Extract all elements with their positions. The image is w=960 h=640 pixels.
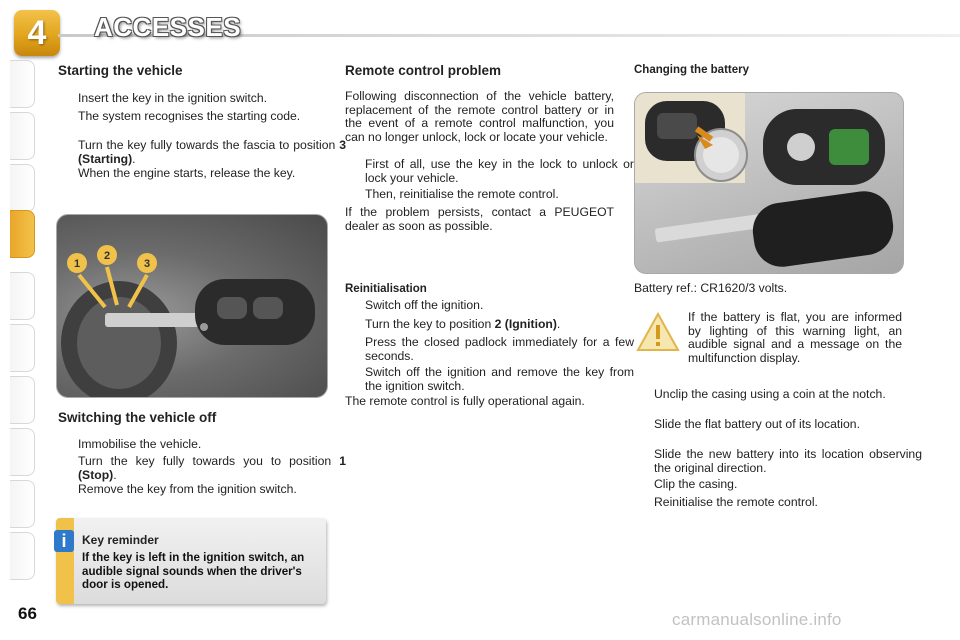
starting-title: Starting the vehicle xyxy=(58,63,183,78)
chapter-tab-5[interactable] xyxy=(10,272,35,320)
reinit-bullet-4: Switch off the ignition and remove the key from the ignition switch. xyxy=(365,365,634,393)
watermark: carmanualsonline.info xyxy=(672,610,842,629)
switching-off-bullet-2: Turn the key fully towards you to position 1 (Stop). xyxy=(78,454,346,482)
battery-warning-text: If the battery is flat, you are informed by lighting of this warning light, an audible signal and a message on the multifunction display. xyxy=(688,310,902,365)
chapter-tab-6[interactable] xyxy=(10,324,35,372)
starting-bullet-1: Insert the key in the ignition switch. xyxy=(78,91,268,105)
switching-off-title: Switching the vehicle off xyxy=(58,410,217,425)
switching-off-bullet-3: Remove the key from the ignition switch. xyxy=(78,482,297,496)
remote-problem-bullet-2: Then, reinitialise the remote control. xyxy=(365,187,559,201)
battery-bullet-3: Slide the new battery into its location observing the original direction. xyxy=(654,447,922,475)
chapter-tab-10[interactable] xyxy=(10,532,35,580)
switching-off-bullet-1: Immobilise the vehicle. xyxy=(78,437,202,451)
remote-problem-intro: Following disconnection of the vehicle battery, replacement of the remote control battery or in the event of a remote control malfunction, you can no longer unlock, lock or locate your vehicle. xyxy=(345,89,614,144)
ignition-position-3: 3 xyxy=(143,258,151,270)
warning-icon xyxy=(636,312,680,352)
battery-bullet-5: Reinitialise the remote control. xyxy=(654,495,818,509)
battery-bullet-4: Clip the casing. xyxy=(654,477,738,491)
key-reminder-text: If the key is left in the ignition switch, an audible signal sounds when the driver's door is opened. xyxy=(82,551,305,591)
info-icon: i xyxy=(54,530,74,552)
page-title: ACCESSES xyxy=(94,12,242,42)
battery-ref: Battery ref.: CR1620/3 volts. xyxy=(634,281,788,295)
chapter-tab-9[interactable] xyxy=(10,480,35,528)
ignition-position-2: 2 xyxy=(103,250,111,262)
remote-problem-bullet-1: First of all, use the key in the lock to unlock or lock your vehicle. xyxy=(365,157,634,185)
chapter-number: 4 xyxy=(27,14,47,52)
reinit-bullet-1: Switch off the ignition. xyxy=(365,298,484,312)
remote-problem-title: Remote control problem xyxy=(345,63,502,78)
key-reminder-title: Key reminder xyxy=(82,533,159,547)
chapter-tab-7[interactable] xyxy=(10,376,35,424)
chapter-tab-1[interactable] xyxy=(10,60,35,108)
chapter-badge xyxy=(14,10,60,56)
reinit-bullet-2: Turn the key to position 2 (Ignition). xyxy=(365,317,561,331)
chapter-tab-4-active[interactable] xyxy=(10,210,35,258)
ignition-position-1: 1 xyxy=(73,258,81,270)
starting-bullet-2: Turn the key fully towards the fascia to position 3 (Starting). xyxy=(78,138,346,166)
remote-problem-contact: If the problem persists, contact a PEUGEOT dealer as soon as possible. xyxy=(345,205,614,233)
battery-illustration xyxy=(634,92,904,274)
battery-bullet-2: Slide the flat battery out of its location. xyxy=(654,417,860,431)
starting-bullet-3: When the engine starts, release the key. xyxy=(78,166,296,180)
page-number: 66 xyxy=(18,604,37,623)
chapter-tab-2[interactable] xyxy=(10,112,35,160)
ignition-illustration xyxy=(56,214,328,398)
reinit-title: Reinitialisation xyxy=(345,283,427,295)
battery-title: Changing the battery xyxy=(634,64,750,76)
starting-note: The system recognises the starting code. xyxy=(78,109,301,123)
reinit-bullet-3: Press the closed padlock immediately for a few seconds. xyxy=(365,335,634,363)
battery-bullet-1: Unclip the casing using a coin at the notch. xyxy=(654,387,886,401)
chapter-tab-3[interactable] xyxy=(10,164,35,212)
reinit-result: The remote control is fully operational again. xyxy=(345,394,585,408)
chapter-tab-8[interactable] xyxy=(10,428,35,476)
